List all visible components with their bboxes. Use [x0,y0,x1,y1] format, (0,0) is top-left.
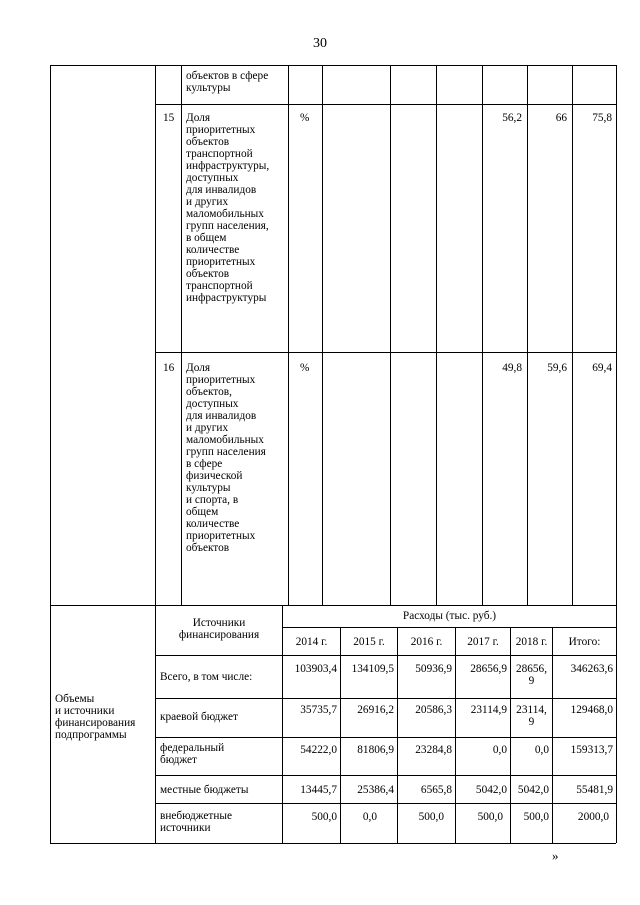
indicator-name: Доля приоритетных объектов транспортной инфраструктуры, доступных для инвалидов и других маломобильных групп населения, в общем количестве приоритетных объектов транспортной инфраструктуры [186,112,270,304]
expense-value: 134109,5 [351,663,394,675]
source-label: местные бюджеты [160,784,249,796]
year-header: Итого: [568,636,601,648]
source-label: краевой бюджет [160,711,238,723]
expense-value: 346263,6 [570,663,613,675]
expense-value: 26916,2 [357,704,394,716]
expense-value: 0,0 [492,744,507,756]
year-header: 2016 г. [410,636,443,648]
year-header: 2017 г. [467,636,499,648]
indicator-value-2018: 66 [555,112,567,124]
indicator-unit: % [300,112,310,124]
expense-value: 50936,9 [415,663,452,675]
indicator-number: 15 [163,112,175,124]
indicator-value-2019: 75,8 [592,112,612,124]
source-label: федеральный бюджет [160,742,225,766]
expense-value: 55481,9 [576,784,613,796]
expense-value: 0,0 [534,744,549,756]
source-label: Всего, в том числе: [160,671,253,683]
indicator-value-2019: 69,4 [592,362,612,374]
page-number: 30 [313,36,327,51]
expense-value: 500,0 [477,811,503,823]
expense-value: 13445,7 [300,784,337,796]
expense-value: 500,0 [418,811,444,823]
indicator-value-2018: 59,6 [547,362,567,374]
expenses-header: Расходы (тыс. руб.) [402,610,497,622]
expense-value: 6565,8 [420,784,452,796]
expense-value: 500,0 [523,811,549,823]
indicator-name: объектов в сфере культуры [186,70,269,94]
expense-value: 28656,9 [470,663,507,675]
expense-value: 54222,0 [300,744,337,756]
expense-value: 500,0 [311,811,337,823]
expense-value: 103903,4 [294,663,337,675]
expense-value: 23114,9 [470,704,507,716]
sources-header: Источники финансирования [178,617,260,641]
financing-section-label: Объемы и источники финансирования подпрограммы [55,693,136,741]
year-header: 2014 г. [295,636,328,648]
expense-value: 20586,3 [415,704,452,716]
indicator-name: Доля приоритетных объектов, доступных для инвалидов и других маломобильных групп населения в сфере физической культуры и спорта, в общем количестве приоритетных объектов [186,362,266,554]
expense-value: 28656, 9 [515,663,548,687]
expense-value: 5042,0 [517,784,549,796]
closing-quote-mark: » [552,848,559,863]
expense-value: 81806,9 [357,744,394,756]
expense-value: 35735,7 [300,704,337,716]
indicator-value-2017: 49,8 [502,362,522,374]
expense-value: 2000,0 [577,811,609,823]
source-label: внебюджетные источники [160,810,233,834]
indicator-unit: % [300,362,310,374]
indicator-number: 16 [163,362,175,374]
expense-value: 5042,0 [475,784,507,796]
year-header: 2015 г. [353,636,385,648]
indicator-value-2017: 56,2 [502,112,522,124]
expense-value: 0,0 [362,811,377,823]
year-header: 2018 г. [515,636,548,648]
expense-value: 25386,4 [357,784,394,796]
expense-value: 159313,7 [570,744,613,756]
expense-value: 23114, 9 [516,704,547,728]
expense-value: 129468,0 [570,704,613,716]
expense-value: 23284,8 [415,744,452,756]
